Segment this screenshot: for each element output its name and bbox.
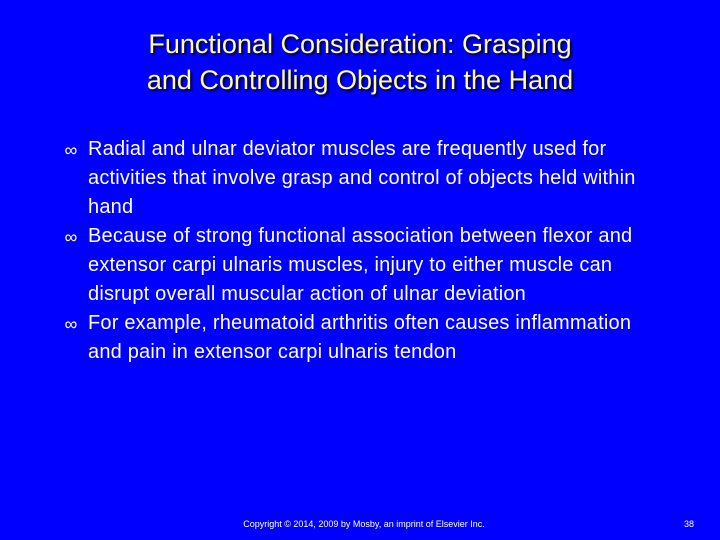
copyright-notice: Copyright © 2014, 2009 by Mosby, an imprint of Elsevier Inc. xyxy=(243,519,485,529)
title-line-2: and Controlling Objects in the Hand xyxy=(146,65,574,95)
bullet-item xyxy=(60,135,670,222)
infinity-bullet-icon: ∞ xyxy=(64,314,78,334)
bullet-item xyxy=(60,222,670,309)
bullet-text: Because of strong functional association between flexor and extensor carpi ulnaris muscles, injury to either muscle can disrupt overall muscular action of ulnar deviation xyxy=(88,225,633,305)
bullet-item xyxy=(60,309,670,367)
title-line-1: Functional Consideration: Grasping xyxy=(148,29,572,59)
bullet-list xyxy=(60,135,670,367)
bullet-text: For example, rheumatoid arthritis often causes inflammation and pain in extensor carpi ulnaris tendon xyxy=(88,312,632,363)
slide-title xyxy=(60,26,660,98)
infinity-bullet-icon: ∞ xyxy=(64,140,78,160)
bullet-text: Radial and ulnar deviator muscles are frequently used for activities that involve grasp and control of objects held within hand xyxy=(88,138,636,218)
infinity-bullet-icon: ∞ xyxy=(64,227,78,247)
slide-footer xyxy=(0,519,720,533)
page-number: 38 xyxy=(683,519,694,529)
